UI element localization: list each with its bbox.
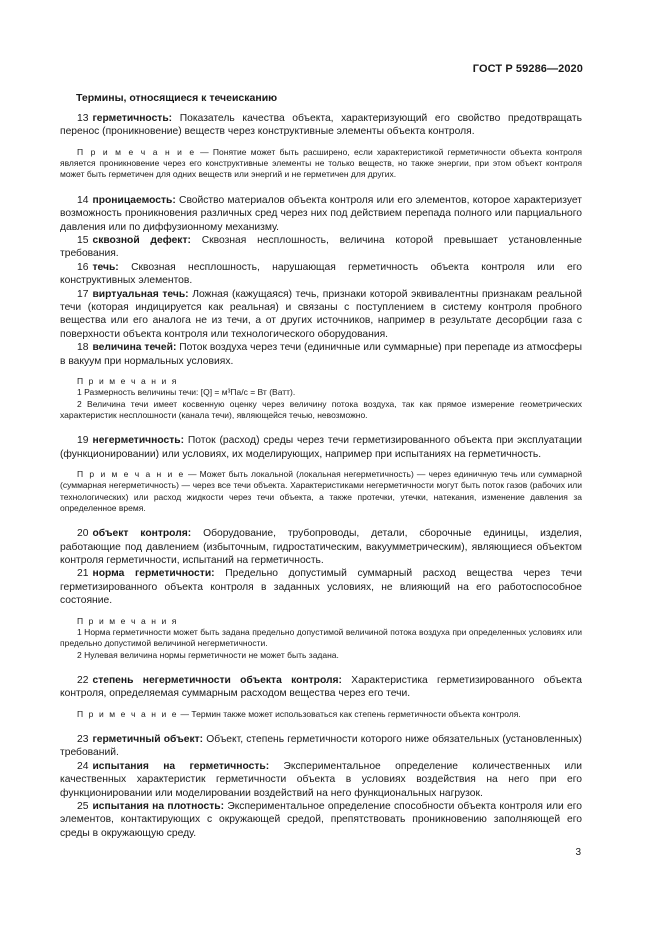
term-25: 25 испытания на плотность: Экспериментальное определение способности объекта контроля или его элементов, контактирующих с окружающей средой, препятствовать проникновению заполняющей его среды в окружающую среду. <box>60 800 582 839</box>
note-22: П р и м е ч а н и е — Термин также может использоваться как степень герметичности объекта контроля. <box>77 708 521 719</box>
term-18: 18 величина течей: Поток воздуха через течи (единичные или суммарные) при перепаде из атмосферы в вакуум при нормальных условиях. <box>60 342 582 367</box>
notes-heading-21: П р и м е ч а н и я <box>77 615 179 626</box>
note-13: П р и м е ч а н и е — Понятие может быть расширено, если характеристикой герметичности объекта контроля является проникновение через его конструктивные элементы не только веществ, но также энергии, при этом объект контроля может быть герметичен для одних веществ или энергий и не герметичен для других. <box>60 146 582 180</box>
standard-designation: ГОСТ Р 59286—2020 <box>472 63 583 75</box>
term-19: 19 негерметичность: Поток (расход) среды через течи герметизированного объекта при эксплуатации (функционировании) или условиях, их моделирующих, например при испытаниях на герметичность. <box>60 435 582 460</box>
note-18-2: 2 Величина течи имеет косвенную оценку через величину потока воздуха, так как прямое измерение геометрических характеристик несплошности (канала течи), являющейся течью, невозможно. <box>60 398 582 420</box>
term-20: 20 объект контроля: Оборудование, трубопроводы, детали, сборочные единицы, изделия, работающие под давлением (избыточным, гидростатическим, вакуумметрическим), являющиеся объектом контроля герметичности, испытаний на герметичность. <box>60 528 582 566</box>
term-15: 15 сквозной дефект: Сквозная несплошность, величина которой превышает установленные требования. <box>60 234 582 260</box>
note-19: П р и м е ч а н и е — Может быть локальной (локальная негерметичность) — через единичную течь или суммарной (суммарная негерметичность) — через все течи объекта. Характеристиками негерметичности могут быть поток газов (рабочих или технологических) или расход жидкости через течи объекта, а также протечки, утечки, натекания, изменение давления за определенное время. <box>60 468 582 513</box>
term-17: 17 виртуальная течь: Ложная (кажущаяся) течь, признаки которой эквивалентны признакам реальной течи (которая индицируется как реальная) и связаны с поступлением в систему контроля пробного вещества или его аналога не из течи, а от других источников, например в результате десорбции газа с поверхности объекта контроля или технологического оборудования. <box>60 288 582 340</box>
page-number: 3 <box>575 847 581 858</box>
term-14: 14 проницаемость: Свойство материалов объекта контроля или его элементов, которое характеризует возможность проникновения различных сред через них под действием перепада полного или парциального давления или по диффузионному механизму. <box>60 194 582 233</box>
note-21-2: 2 Нулевая величина нормы герметичности не может быть задана. <box>77 649 339 660</box>
note-21-1: 1 Норма герметичности может быть задана предельно допустимой величиной потока воздуха при определенных условиях или предельно допустимой величиной негерметичности. <box>60 626 582 649</box>
term-24: 24 испытания на герметичность: Экспериментальное определение количественных или качественных характеристик герметичности объекта в условиях воздействия на него при его функционировании или моделировании воздействий на него функциональных нагрузок. <box>60 760 582 799</box>
term-16: 16 течь: Сквозная несплошность, нарушающая герметичность объекта контроля или его конструктивных элементов. <box>60 261 582 287</box>
notes-heading-18: П р и м е ч а н и я <box>77 375 179 386</box>
document-body <box>60 92 582 840</box>
term-21: 21 норма герметичности: Предельно допустимый суммарный расход вещества через течи герметизированного объекта контроля в заданных условиях, не влияющий на его работоспособное состояние. <box>60 568 582 607</box>
term-22: 22 степень негерметичности объекта контроля: Характеристика герметизированного объекта контроля, определяемая суммарным расходом вещества через его течи. <box>60 674 582 700</box>
section-title: Термины, относящиеся к течеисканию <box>76 92 278 104</box>
term-23: 23 герметичный объект: Объект, степень герметичности которого ниже обязательных (установленных) требований. <box>60 733 582 759</box>
term-13: 13 герметичность: Показатель качества объекта, характеризующий его свойство предотвращать перенос (проникновение) веществ через конструктивные элементы объекта контроля. <box>60 113 582 138</box>
note-18-1: 1 Размерность величины течи: [Q] = м³Па/с = Вт (Ватт). <box>77 387 296 398</box>
